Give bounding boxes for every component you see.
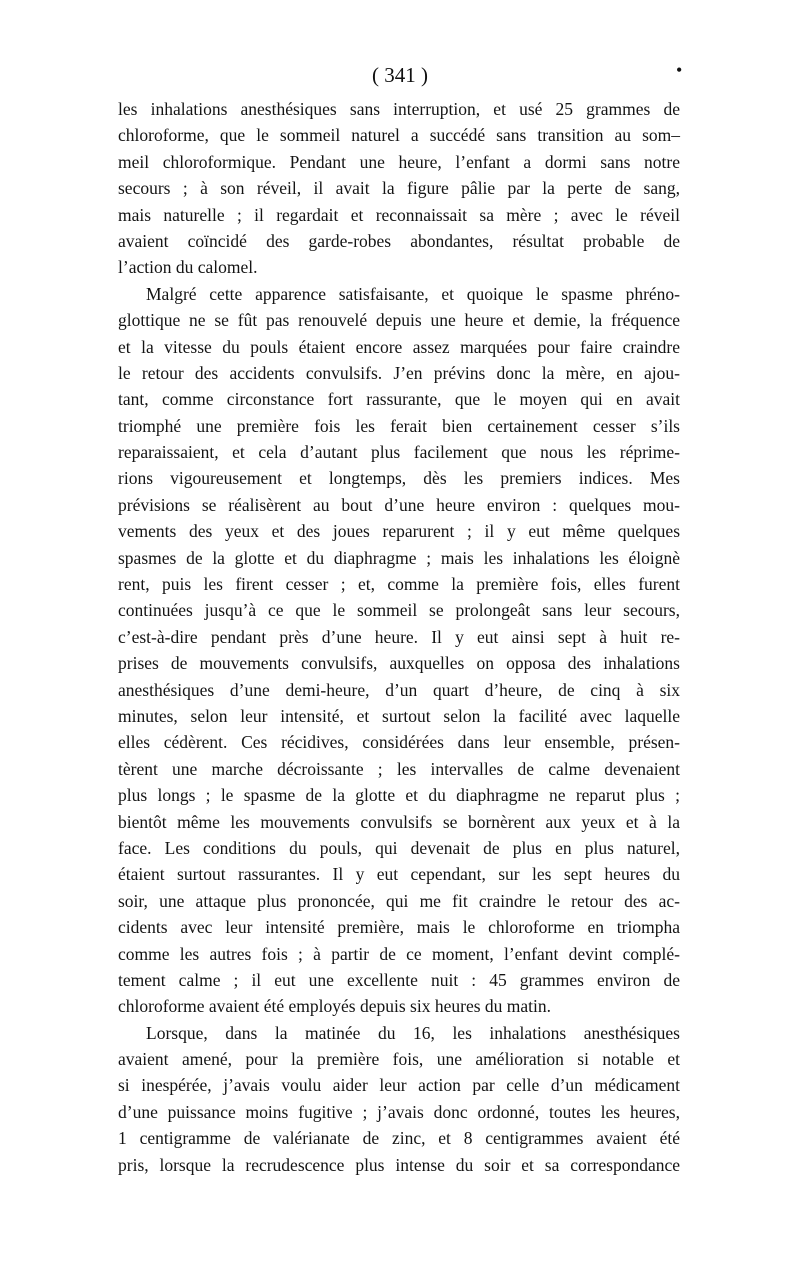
text-line: reparaissaient, et cela d’autant plus facilement que nous les réprime- — [118, 442, 680, 463]
body-text — [118, 96, 680, 1178]
text-line: soir, une attaque plus prononcée, qui me fit craindre le retour des ac- — [118, 890, 680, 911]
text-line: cidents avec leur intensité première, mais le chloroforme en triompha — [118, 917, 680, 938]
text-line: anesthésiques d’une demi-heure, d’un quart d’heure, de cinq à six — [118, 679, 680, 700]
paragraph — [118, 281, 680, 1020]
text-line: prises de mouvements convulsifs, auxquelles on opposa des inhalations — [118, 653, 680, 674]
text-line: chloroforme avaient été employés depuis six heures du matin. — [118, 996, 551, 1017]
text-line: avaient amené, pour la première fois, une amélioration si notable et — [118, 1049, 680, 1070]
text-line: d’une puissance moins fugitive ; j’avais donc ordonné, toutes les heures, — [118, 1101, 680, 1122]
text-line: avaient coïncidé des garde-robes abondantes, résultat probable de — [118, 230, 680, 251]
text-line: tement calme ; il eut une excellente nuit : 45 grammes environ de — [118, 969, 680, 990]
text-line: Lorsque, dans la matinée du 16, les inhalations anesthésiques — [146, 1022, 680, 1043]
text-line: les inhalations anesthésiques sans interruption, et usé 25 grammes de — [118, 99, 680, 119]
text-line: 1 centigramme de valérianate de zinc, et 8 centigrammes avaient été — [118, 1128, 680, 1149]
text-line: et la vitesse du pouls étaient encore assez marquées pour faire craindre — [118, 336, 680, 357]
text-line: rions vigoureusement et longtemps, dès les premiers indices. Mes — [118, 468, 680, 489]
text-line: vements des yeux et des joues reparurent ; il y eut même quelques — [118, 521, 680, 542]
page-mark: • — [676, 60, 683, 80]
text-line: bientôt même les mouvements convulsifs se bornèrent aux yeux et à la — [118, 811, 680, 832]
text-line: pris, lorsque la recrudescence plus intense du soir et sa correspondance — [118, 1154, 680, 1175]
text-line: l’action du calomel. — [118, 257, 258, 278]
text-line: mais naturelle ; il regardait et reconnaissait sa mère ; avec le réveil — [118, 204, 680, 225]
text-line: continuées jusqu’à ce que le sommeil se prolongeât sans leur secours, — [118, 600, 680, 621]
text-line: Malgré cette apparence satisfaisante, et quoique le spasme phréno- — [146, 283, 680, 304]
text-line: elles cédèrent. Ces récidives, considérées dans leur ensemble, présen- — [118, 732, 680, 753]
text-line: plus longs ; le spasme de la glotte et du diaphragme ne reparut plus ; — [118, 785, 680, 806]
text-line: meil chloroformique. Pendant une heure, l’enfant a dormi sans notre — [118, 151, 680, 172]
text-line: tant, comme circonstance fort rassurante, que le moyen qui en avait — [118, 389, 680, 410]
text-line: glottique ne se fût pas renouvelé depuis une heure et demie, la fréquence — [118, 310, 680, 331]
text-line: rent, puis les firent cesser ; et, comme la première fois, elles furent — [118, 574, 680, 595]
text-line: face. Les conditions du pouls, qui devenait de plus en plus naturel, — [118, 837, 680, 858]
text-line: comme les autres fois ; à partir de ce moment, l’enfant devint complé- — [118, 943, 680, 964]
text-line: étaient surtout rassurantes. Il y eut cependant, sur les sept heures du — [118, 864, 680, 885]
text-line: chloroforme, que le sommeil naturel a succédé sans transition au som– — [118, 125, 680, 146]
text-line: c’est-à-dire pendant près d’une heure. Il y eut ainsi sept à huit re- — [118, 626, 680, 647]
paragraph — [118, 96, 680, 281]
text-line: triomphé une première fois les ferait bien certainement cesser s’ils — [118, 415, 680, 436]
text-line: tèrent une marche décroissante ; les intervalles de calme devenaient — [118, 758, 680, 779]
text-line: spasmes de la glotte et du diaphragme ; mais les inhalations les éloignè — [118, 547, 680, 568]
text-line: si inespérée, j’avais voulu aider leur action par celle d’un médicament — [118, 1075, 680, 1096]
text-line: minutes, selon leur intensité, et surtout selon la facilité avec laquelle — [118, 705, 680, 726]
paragraph — [118, 1020, 680, 1178]
text-line: prévisions se réalisèrent au bout d’une heure environ : quelques mou- — [118, 494, 680, 515]
text-line: le retour des accidents convulsifs. J’en prévins donc la mère, en ajou- — [118, 362, 680, 383]
page-number: ( 341 ) — [372, 63, 428, 87]
text-line: secours ; à son réveil, il avait la figure pâlie par la perte de sang, — [118, 178, 680, 199]
